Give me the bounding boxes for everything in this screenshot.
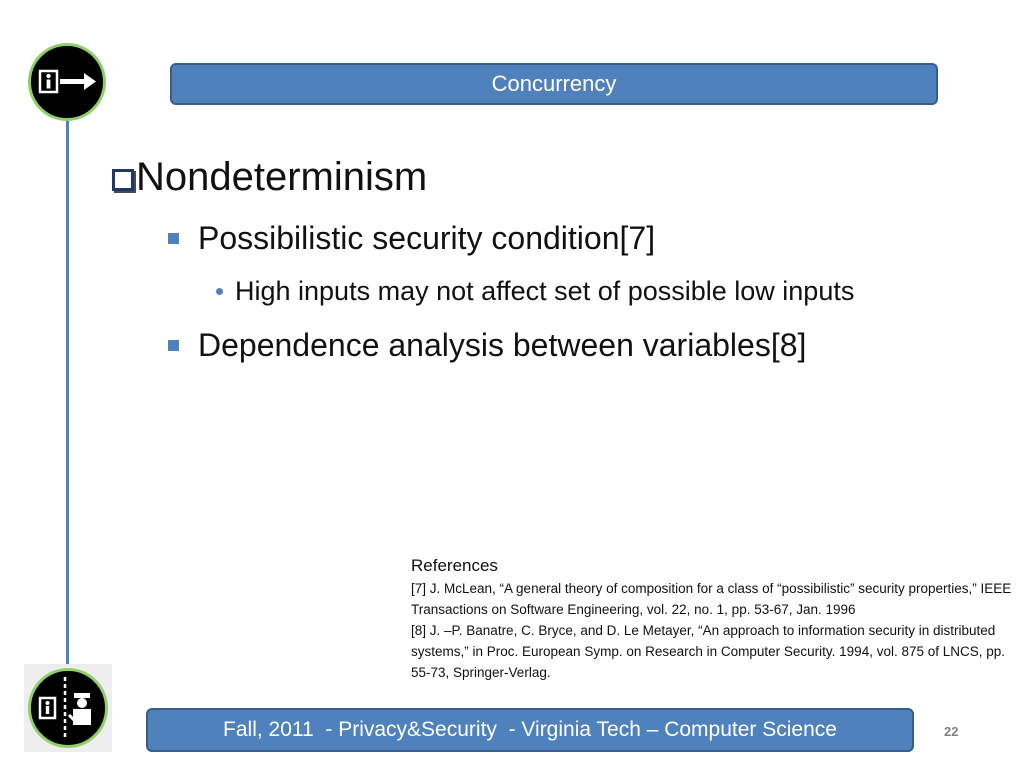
bullet-sub2-text: Dependence analysis between variables[8] — [198, 327, 807, 363]
bullet-sub1-detail-text: High inputs may not affect set of possible low inputs — [235, 276, 855, 306]
checkpoint-guard-icon — [28, 668, 108, 748]
reference-8: [8] J. –P. Banatre, C. Bryce, and D. Le Metayer, “An approach to information security in distributed systems,” in Proc. European Symp. on Research in Computer Security. 1994, vol. 875 of LNCS, pp. 55-73, Springer-Verlag. — [411, 623, 1006, 680]
references-block — [411, 554, 1021, 683]
bullet-sub1 — [168, 220, 655, 257]
checkbox-bullet-icon — [112, 169, 134, 191]
reference-7: [7] J. McLean, “A general theory of composition for a class of “possibilistic” security properties,” IEEE Transactions on Software Engineering, vol. 22, no. 1, pp. 53-67, Jan. 1996 — [411, 581, 1012, 617]
square-bullet-icon — [168, 233, 179, 244]
bullet-sub1-detail — [216, 276, 854, 307]
footer-bar — [146, 708, 914, 752]
square-bullet-icon — [168, 340, 179, 351]
references-heading: References — [411, 556, 498, 575]
slide-title: Concurrency — [491, 71, 617, 96]
round-bullet-icon — [216, 288, 223, 295]
bullet-level1 — [112, 155, 427, 200]
bullet-sub1-text: Possibilistic security condition[7] — [198, 220, 656, 256]
exit-sign-icon — [28, 43, 106, 121]
bullet-level1-text: Nondeterminism — [136, 155, 428, 199]
page-number: 22 — [944, 724, 959, 739]
decorative-vertical-line — [66, 120, 69, 668]
footer-text: Fall, 2011 - Privacy&Security - Virginia Tech – Computer Science — [223, 718, 837, 741]
slide-title-bar — [170, 63, 938, 105]
bullet-sub2 — [168, 327, 806, 364]
